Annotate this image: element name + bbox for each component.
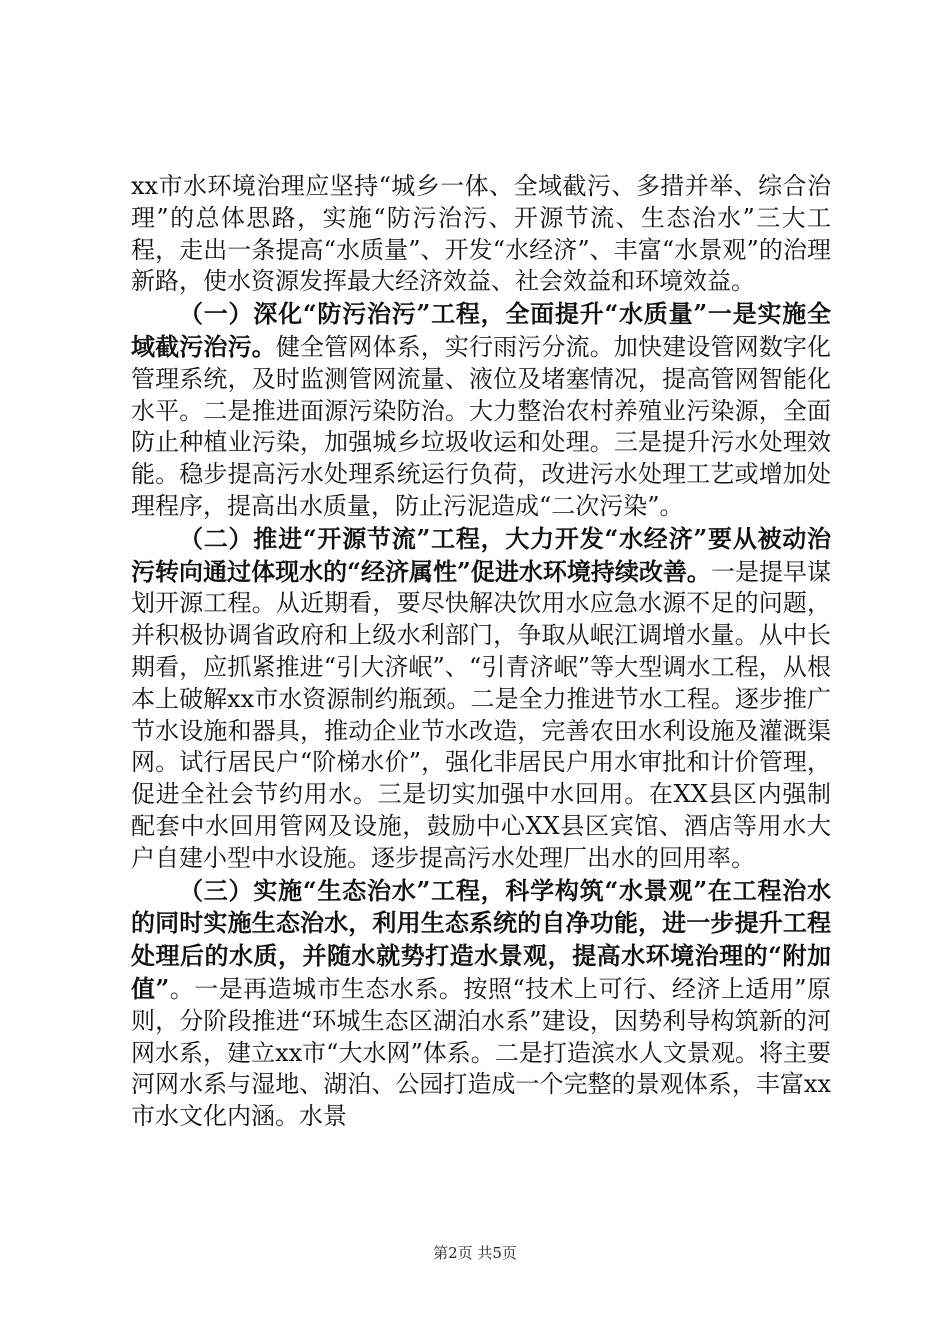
page-number-label: 第2页 共5页 bbox=[433, 1244, 517, 1262]
section-1-heading: （一）深化“防污治污”工程，全面提升“水质量”一是实施全域截污治污。 bbox=[131, 299, 831, 361]
section-2-body: 一是提早谋划开源工程。从近期看，要尽快解决饮用水应急水源不足的问题，并积极协调省政府和上级水利部门，争取从岷江调增水量。从中长期看，应抓紧推进“引大济岷”、“引青济岷”等大型调水工程，从根本上破解xx市水资源制约瓶颈。二是全力推进节水工程。逐步推广节水设施和器具，推动企业节水改造，完善农田水利设施及灌溉渠网。试行居民户“阶梯水价”，强化非居民户用水审批和计价管理，促进全社会节约用水。三是切实加强中水回用。在XX县区内强制配套中水回用管网及设施，鼓励中心XX县区宾馆、酒店等用水大户自建小型中水设施。逐步提高污水处理厂出水的回用率。 bbox=[131, 557, 832, 872]
page-footer bbox=[0, 1242, 950, 1263]
paragraph-section-2 bbox=[131, 523, 831, 875]
paragraph-section-3 bbox=[131, 875, 831, 1133]
section-3-body: 。一是再造城市生态水系。按照“技术上可行、经济上适用”原则，分阶段推进“环城生态区湖泊水系”建设，因势利导构筑新的河网水系，建立xx市“大水网”体系。二是打造滨水人文景观。将主要河网水系与湿地、湖泊、公园打造成一个完整的景观体系，丰富xx市水文化内涵。水景 bbox=[131, 974, 831, 1131]
section-2-heading: （二）推进“开源节流”工程，大力开发“水经济”要从被动治污转向通过体现水的“经济属性”促进水环境持续改善。 bbox=[131, 523, 831, 586]
section-3-heading: （三）实施“生态治水”工程，科学构筑“水景观”在工程治水的同时实施生态治水，利用生态系统的自净功能，进一步提升工程处理后的水质，并随水就势打造水景观，提高水环境治理的“附加值” bbox=[131, 875, 831, 1003]
paragraph-intro: xx市水环境治理应坚持“城乡一体、全域截污、多措并举、综合治理”的总体思路，实施“防污治污、开源节流、生态治水”三大工程，走出一条提高“水质量”、开发“水经济”、丰富“水景观”的治理新路，使水资源发挥最大经济效益、社会效益和环境效益。 bbox=[131, 172, 831, 296]
document-body bbox=[131, 171, 831, 1133]
section-1-body: 健全管网体系，实行雨污分流。加快建设管网数字化管理系统，及时监测管网流量、液位及堵塞情况，提高管网智能化水平。二是推进面源污染防治。大力整治农村养殖业污染源，全面防止种植业污染，加强城乡垃圾收运和处理。三是提升污水处理效能。稳步提高污水处理系统运行负荷，改进污水处理工艺或增加处理程序，提高出水质量，防止污泥造成“二次污染”。 bbox=[131, 332, 832, 520]
paragraph-section-1 bbox=[131, 298, 831, 523]
